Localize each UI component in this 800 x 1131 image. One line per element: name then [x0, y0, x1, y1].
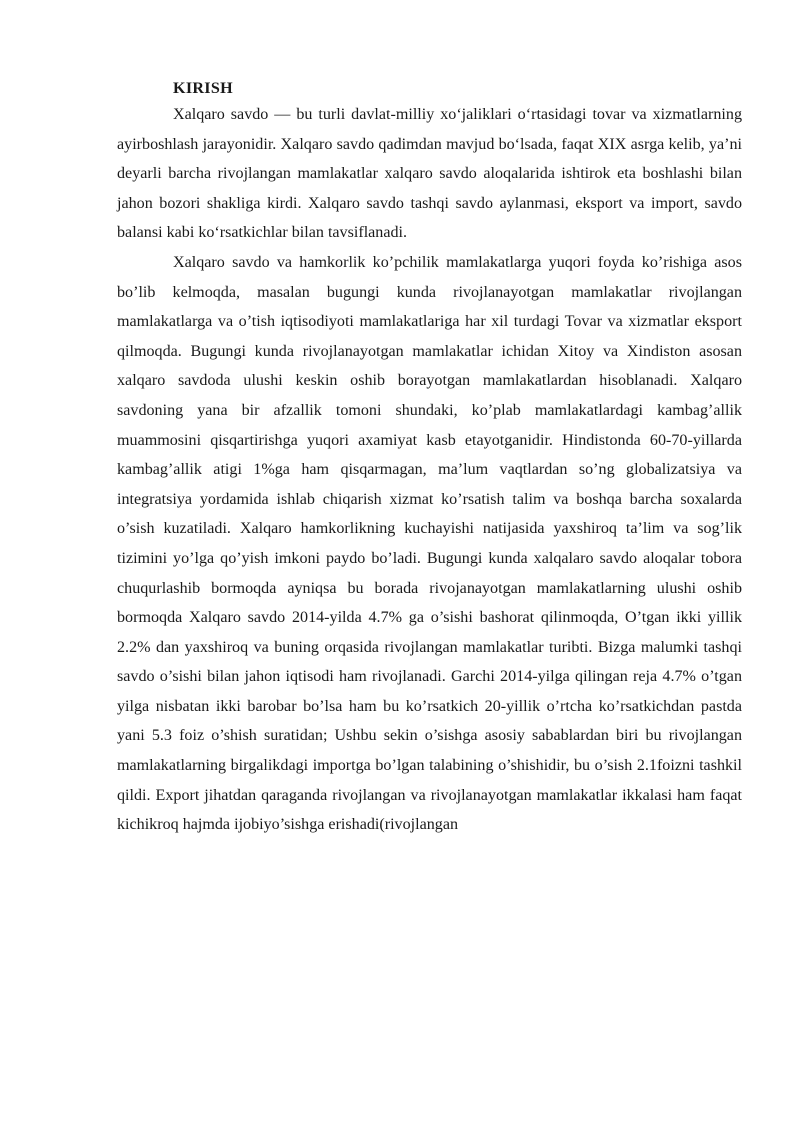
paragraph-trade-cooperation: Xalqaro savdo va hamkorlik ko’pchilik mamlakatlarga yuqori foyda ko’rishiga asos bo’lib kelmoqda, masalan bugungi kunda rivojlanayotgan mamlakatlar rivojlangan mamlakatlarga va o’tish iqtisodiyoti mamlakatlariga har xil turdagi Tovar va xizmatlar eksport qilmoqda. Bugungi kunda rivojlanayotgan mamlakatlar ichidan Xitoy va Xindiston asosan xalqaro savdoda ulushi keskin oshib borayotgan mamlakatlardan hisoblanadi. Xalqaro savdoning yana bir afzallik tomoni shundaki, ko’plab mamlakatlardagi kambag’allik muammosini qisqartirishga yuqori axamiyat kasb etayotganidir. Hindistonda 60-70-yillarda kambag’allik atigi 1%ga ham qisqarmagan, ma’lum vaqtlardan so’ng globalizatsiya va integratsiya yordamida ishlab chiqarish xizmat ko’rsatish talim va boshqa barcha soxalarda o’sish kuzatiladi. Xalqaro hamkorlikning kuchayishi natijasida yaxshiroq ta’lim va sog’lik tizimini yo’lga qo’yish imkoni paydo bo’ladi. Bugungi kunda xalqalaro savdo aloqalar tobora chuqurlashib bormoqda ayniqsa bu borada rivojanayotgan mamlakatlarning ulushi oshib bormoqda Xalqaro savdo 2014-yilda 4.7% ga o’sishi bashorat qilinmoqda, O’tgan ikki yillik 2.2% dan yaxshiroq va buning orqasida rivojlangan mamlakatlar turibti. Bizga malumki tashqi savdo o’sishi bilan jahon iqtisodi ham rivojlanadi. Garchi 2014-yilga qilingan reja 4.7% o’tgan yilga nisbatan ikki barobar bo’lsa ham bu ko’rsatkich 20-yillik o’rtcha ko’rsatkichdan pastda yani 5.3 foiz o’shish suratidan; Ushbu sekin o’sishga asosiy sabablardan biri bu rivojlangan mamlakatlarning birgalikdagi importga bo’lgan talabining o’shishidir, bu o’sish 2.1foizni tashkil qildi. Export jihatdan qaraganda rivojlangan va rivojlanayotgan mamlakatlar ikkalasi ham faqat kichikroq hajmda ijobiyo’sishga erishadi(rivojlangan	[117, 253, 742, 834]
paragraph-intro: Xalqaro savdo — bu turli davlat-milliy xo‘jaliklari o‘rtasidagi tovar va xizmatlarning ayirboshlash jarayonidir. Xalqaro savdo qadimdan mavjud bo‘lsada, faqat XIX asrga kelib, ya’ni deyarli barcha rivojlangan mamlakatlar xalqaro savdo aloqalarida ishtirok eta boshlashi bilan jahon bozori shakliga kirdi. Xalqaro savdo tashqi savdo aylanmasi, eksport va import, savdo balansi kabi ko‘rsatkichlar bilan tavsiflanadi.	[117, 106, 742, 242]
section-heading: KIRISH	[173, 80, 233, 97]
